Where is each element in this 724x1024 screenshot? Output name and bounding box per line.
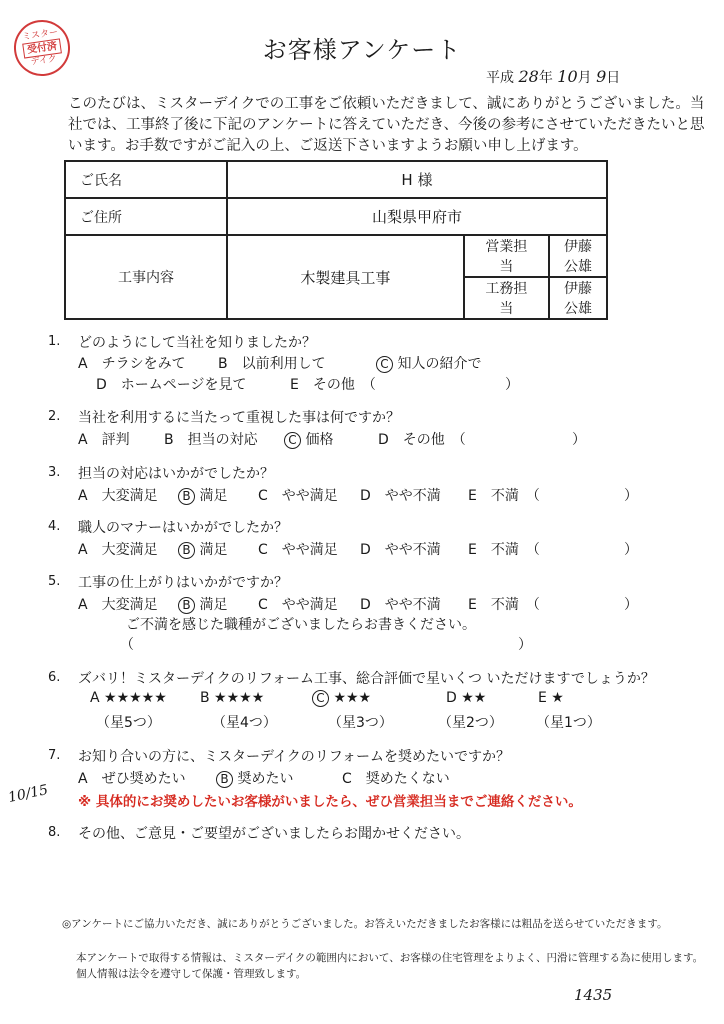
q6-option-e-sub: （星1つ） xyxy=(536,715,601,731)
q6-option-a: A ★★★★★ xyxy=(90,690,167,706)
q3-option-b-text: 満足 xyxy=(199,488,228,504)
q1-selected-c: C xyxy=(376,356,393,373)
name-value: H 様 xyxy=(227,161,607,198)
q6-option-b: B ★★★★ xyxy=(200,690,265,706)
date-day-label: 日 xyxy=(606,70,621,86)
q7-number: 7. xyxy=(48,748,61,763)
intro-paragraph: このたびは、ミスターデイクでの工事をご依頼いただきまして、誠にありがとうございました。当社では、工事終了後に下記のアンケートに答えていただき、今後の参考にさせていただきたいと思います。お手数ですがご記入の上、ご返送下さいますようお願い申し上げます。 xyxy=(68,96,705,154)
handwritten-number: 1435 xyxy=(574,986,613,1004)
q2-option-a: A 評判 xyxy=(78,432,130,448)
q5-option-a: A 大変満足 xyxy=(78,597,158,613)
page-title: お客様アンケート xyxy=(262,36,462,64)
address-value: 山梨県甲府市 xyxy=(227,198,607,235)
q6-option-c xyxy=(312,690,371,707)
date-month: 10 xyxy=(557,67,578,86)
q3-option-e: E 不満 （ xyxy=(468,488,540,504)
q6-option-c-sub: （星3つ） xyxy=(328,715,393,731)
engineering-label: 工務担当 xyxy=(464,277,549,319)
q8-number: 8. xyxy=(48,825,61,840)
q5-text: 工事の仕上がりはいかがですか？ xyxy=(78,575,288,591)
q6-option-a-sub: （星5つ） xyxy=(96,715,161,731)
q7-selected-b: B xyxy=(216,771,233,788)
q1-option-c xyxy=(376,353,481,373)
customer-info-table xyxy=(64,160,608,320)
q4-option-e: E 不満 （ xyxy=(468,542,540,558)
address-label: ご住所 xyxy=(65,198,227,235)
q6-option-d-sub: （星2つ） xyxy=(438,715,503,731)
q5-option-c: C やや満足 xyxy=(258,597,338,613)
q6-option-c-stars: ★★★ xyxy=(333,690,372,706)
date-era: 平成 xyxy=(486,70,514,86)
q4-option-b xyxy=(178,539,227,559)
q7-option-b xyxy=(216,768,293,788)
q1-option-b: B 以前利用して xyxy=(218,356,326,372)
q6-text: ズバリ！ミスターデイクのリフォーム工事、総合評価で星いくつ いただけますでしょうか？ xyxy=(78,671,655,687)
q2-number: 2. xyxy=(48,409,61,424)
q1-option-e: E その他 （ xyxy=(290,377,376,393)
date-year: 28 xyxy=(518,67,539,86)
q5-selected-b: B xyxy=(178,597,195,614)
q2-option-c xyxy=(284,429,333,449)
q1-option-e-close: ） xyxy=(505,377,519,393)
q3-option-e-close: ） xyxy=(624,488,638,504)
q1-option-d: D ホームページを見て xyxy=(96,377,247,393)
footer-privacy-2: 個人情報は法令を遵守して保護・管理致します。 xyxy=(76,968,307,980)
q2-option-d-close: ） xyxy=(572,432,586,448)
date-month-label: 月 xyxy=(577,70,592,86)
name-label: ご氏名 xyxy=(65,161,227,198)
q6-option-d: D ★★ xyxy=(446,690,487,706)
q3-option-a: A 大変満足 xyxy=(78,488,158,504)
sales-value: 伊藤 公雄 xyxy=(549,235,607,277)
date-year-label: 年 xyxy=(538,70,553,86)
stamp-text-top: ミスター xyxy=(21,27,59,43)
q4-option-a: A 大変満足 xyxy=(78,542,158,558)
q5-option-b xyxy=(178,594,227,614)
q7-text: お知り合いの方に、ミスターデイクのリフォームを奨めたいですか？ xyxy=(78,749,511,765)
q3-text: 担当の対応はいかがでしたか？ xyxy=(78,466,274,482)
footer-thanks: ◎アンケートにご協力いただき、誠にありがとうございました。お答えいただきましたお客様には粗品を送らせていただきます。 xyxy=(62,918,668,930)
q6-option-b-sub: （星4つ） xyxy=(212,715,277,731)
q3-selected-b: B xyxy=(178,488,195,505)
q7-option-a: A ぜひ奨めたい xyxy=(78,771,186,787)
q4-option-e-close: ） xyxy=(624,542,638,558)
q6-selected-c: C xyxy=(312,690,329,707)
q3-number: 3. xyxy=(48,465,61,480)
q1-number: 1. xyxy=(48,334,61,349)
q8-text: その他、ご意見・ご要望がございましたらお聞かせください。 xyxy=(78,826,470,842)
sales-label: 営業担当 xyxy=(464,235,549,277)
q2-option-d: D その他 （ xyxy=(378,432,466,448)
q4-option-b-text: 満足 xyxy=(199,542,228,558)
q5-option-e: E 不満 （ xyxy=(468,597,540,613)
q6-option-e: E ★ xyxy=(538,690,564,706)
date-day: 9 xyxy=(596,67,607,86)
q5-option-d: D やや不満 xyxy=(360,597,441,613)
q2-option-c-text: 価格 xyxy=(305,432,334,448)
work-value: 木製建具工事 xyxy=(227,235,464,319)
q1-text: どのようにして当社を知りましたか？ xyxy=(78,335,316,351)
q4-selected-b: B xyxy=(178,542,195,559)
margin-handwritten-date: 10/15 xyxy=(6,781,50,807)
q7-option-b-text: 奨めたい xyxy=(237,771,294,787)
engineering-value: 伊藤 公雄 xyxy=(549,277,607,319)
q5-option-e-close: ） xyxy=(624,597,638,613)
q6-number: 6. xyxy=(48,670,61,685)
q1-option-a: A チラシをみて xyxy=(78,356,186,372)
stamp-text-mid: 受付済 xyxy=(22,38,62,58)
q5-followup-open: （ xyxy=(120,637,134,653)
q1-option-c-text: 知人の紹介で xyxy=(397,356,482,372)
q2-option-b: B 担当の対応 xyxy=(164,432,258,448)
q3-option-c: C やや満足 xyxy=(258,488,338,504)
q7-option-c: C 奨めたくない xyxy=(342,771,450,787)
q5-followup-close: ） xyxy=(518,637,532,653)
q4-number: 4. xyxy=(48,519,61,534)
q4-text: 職人のマナーはいかがでしたか？ xyxy=(78,520,288,536)
q3-option-d: D やや不満 xyxy=(360,488,441,504)
q2-text: 当社を利用するに当たって重視した事は何ですか？ xyxy=(78,410,400,426)
q4-option-d: D やや不満 xyxy=(360,542,441,558)
work-label: 工事内容 xyxy=(65,235,227,319)
q7-note: ※ 具体的にお奨めしたいお客様がいましたら、ぜひ営業担当までご連絡ください。 xyxy=(78,794,582,810)
footer-privacy-1: 本アンケートで取得する情報は、ミスターデイクの範囲内において、お客様の住宅管理をよりよく、円滑に管理する為に使用します。 xyxy=(76,952,704,964)
q5-number: 5. xyxy=(48,574,61,589)
q3-option-b xyxy=(178,485,227,505)
q5-followup: ご不満を感じた職種がございましたらお書きください。 xyxy=(126,617,476,633)
q4-option-c: C やや満足 xyxy=(258,542,338,558)
q2-selected-c: C xyxy=(284,432,301,449)
q5-option-b-text: 満足 xyxy=(199,597,228,613)
survey-date xyxy=(486,67,620,87)
stamp-text-bottom: デイク xyxy=(30,53,58,68)
